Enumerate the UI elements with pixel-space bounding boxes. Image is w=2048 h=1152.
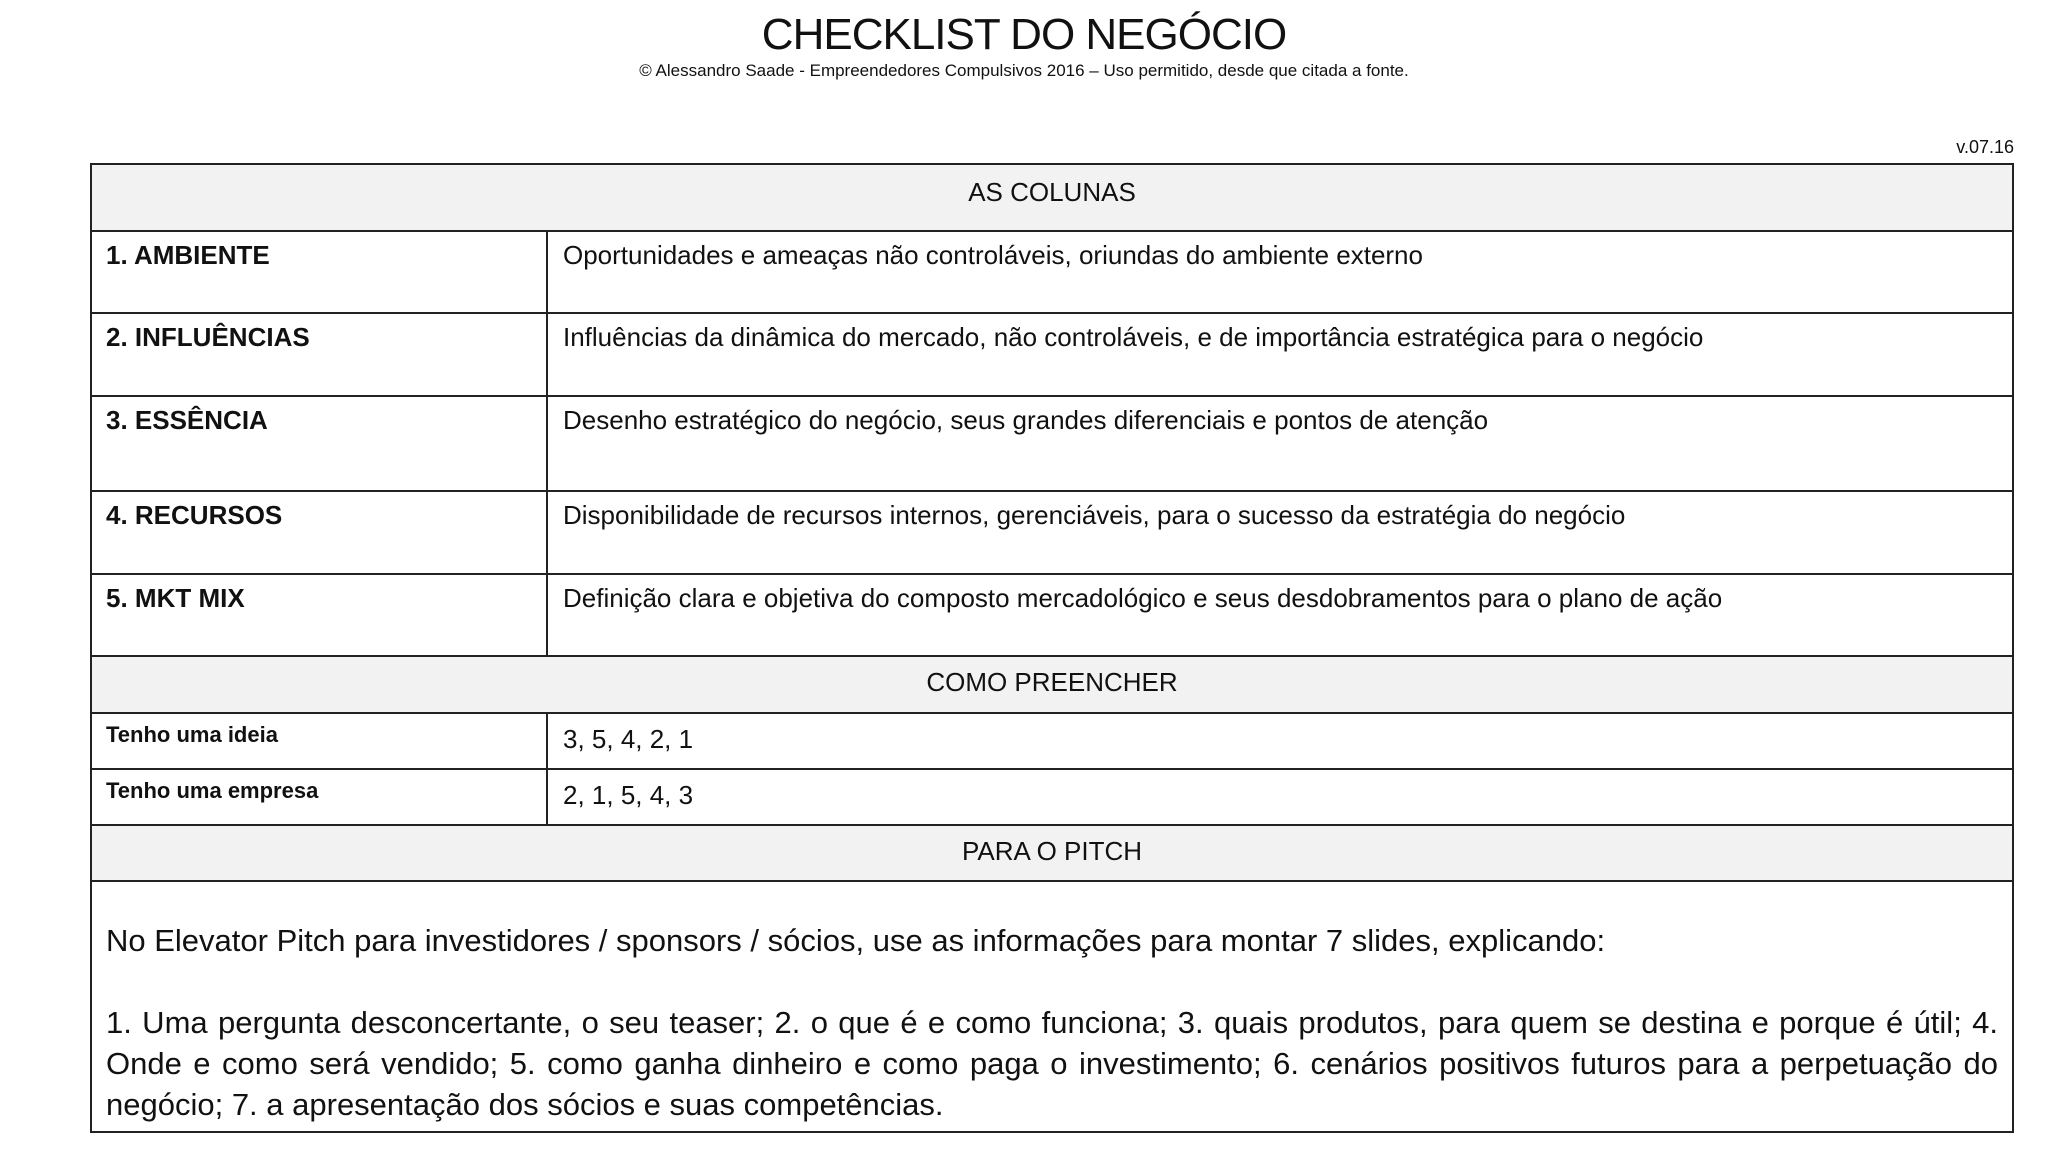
pitch-steps: 1. Uma pergunta desconcertante, o seu teaser; 2. o que é e como funciona; 3. quais produtos, para quem se destina e porque é útil; 4. Onde e como será vendido; 5. como ganha dinheiro e como paga o investimento; 6. cenários positivos futuros para a perpetuação do negócio; 7. a apresentação dos sócios e suas competências. (106, 1005, 1998, 1122)
column-name: 1. AMBIENTE (92, 232, 548, 312)
table-row (92, 312, 2012, 395)
version-label: v.07.16 (1956, 137, 2014, 157)
column-description: Oportunidades e ameaças não controláveis, oriundas do ambiente externo (563, 240, 1423, 270)
section-header-columns (92, 165, 2012, 230)
fill-case: Tenho uma ideia (92, 714, 548, 768)
section-header-pitch (92, 824, 2012, 880)
table-row (92, 490, 2012, 573)
table-row (92, 395, 2012, 490)
table-row (92, 573, 2012, 655)
column-name: 5. MKT MIX (92, 575, 548, 655)
checklist-table (90, 163, 2014, 1133)
column-name: 3. ESSÊNCIA (92, 397, 548, 490)
section-header-columns-label: AS COLUNAS (968, 177, 1136, 207)
table-row (92, 230, 2012, 312)
table-row (92, 712, 2012, 768)
pitch-intro: No Elevator Pitch para investidores / sponsors / sócios, use as informações para montar 7 slides, explicando: (106, 923, 1606, 958)
column-description: Desenho estratégico do negócio, seus grandes diferenciais e pontos de atenção (563, 405, 1489, 435)
page-title: CHECKLIST DO NEGÓCIO (761, 10, 1287, 59)
column-name: 4. RECURSOS (92, 492, 548, 573)
pitch-text (106, 882, 1998, 1125)
copyright-notice: © Alessandro Saade - Empreendedores Compulsivos 2016 – Uso permitido, desde que citada a fonte. (639, 61, 1409, 80)
pitch-section (92, 880, 2012, 1131)
fill-order: 2, 1, 5, 4, 3 (563, 780, 694, 810)
table-row (92, 768, 2012, 824)
column-name: 2. INFLUÊNCIAS (92, 314, 548, 395)
section-header-fill (92, 655, 2012, 712)
fill-case: Tenho uma empresa (92, 770, 548, 824)
section-header-fill-label: COMO PREENCHER (926, 667, 1178, 697)
column-description: Influências da dinâmica do mercado, não controláveis, e de importância estratégica para o negócio (563, 322, 1704, 352)
fill-order: 3, 5, 4, 2, 1 (563, 724, 694, 754)
column-description: Definição clara e objetiva do composto mercadológico e seus desdobramentos para o plano de ação (563, 583, 1723, 613)
column-description: Disponibilidade de recursos internos, gerenciáveis, para o sucesso da estratégia do negócio (563, 500, 1626, 530)
section-header-pitch-label: PARA O PITCH (961, 836, 1143, 866)
